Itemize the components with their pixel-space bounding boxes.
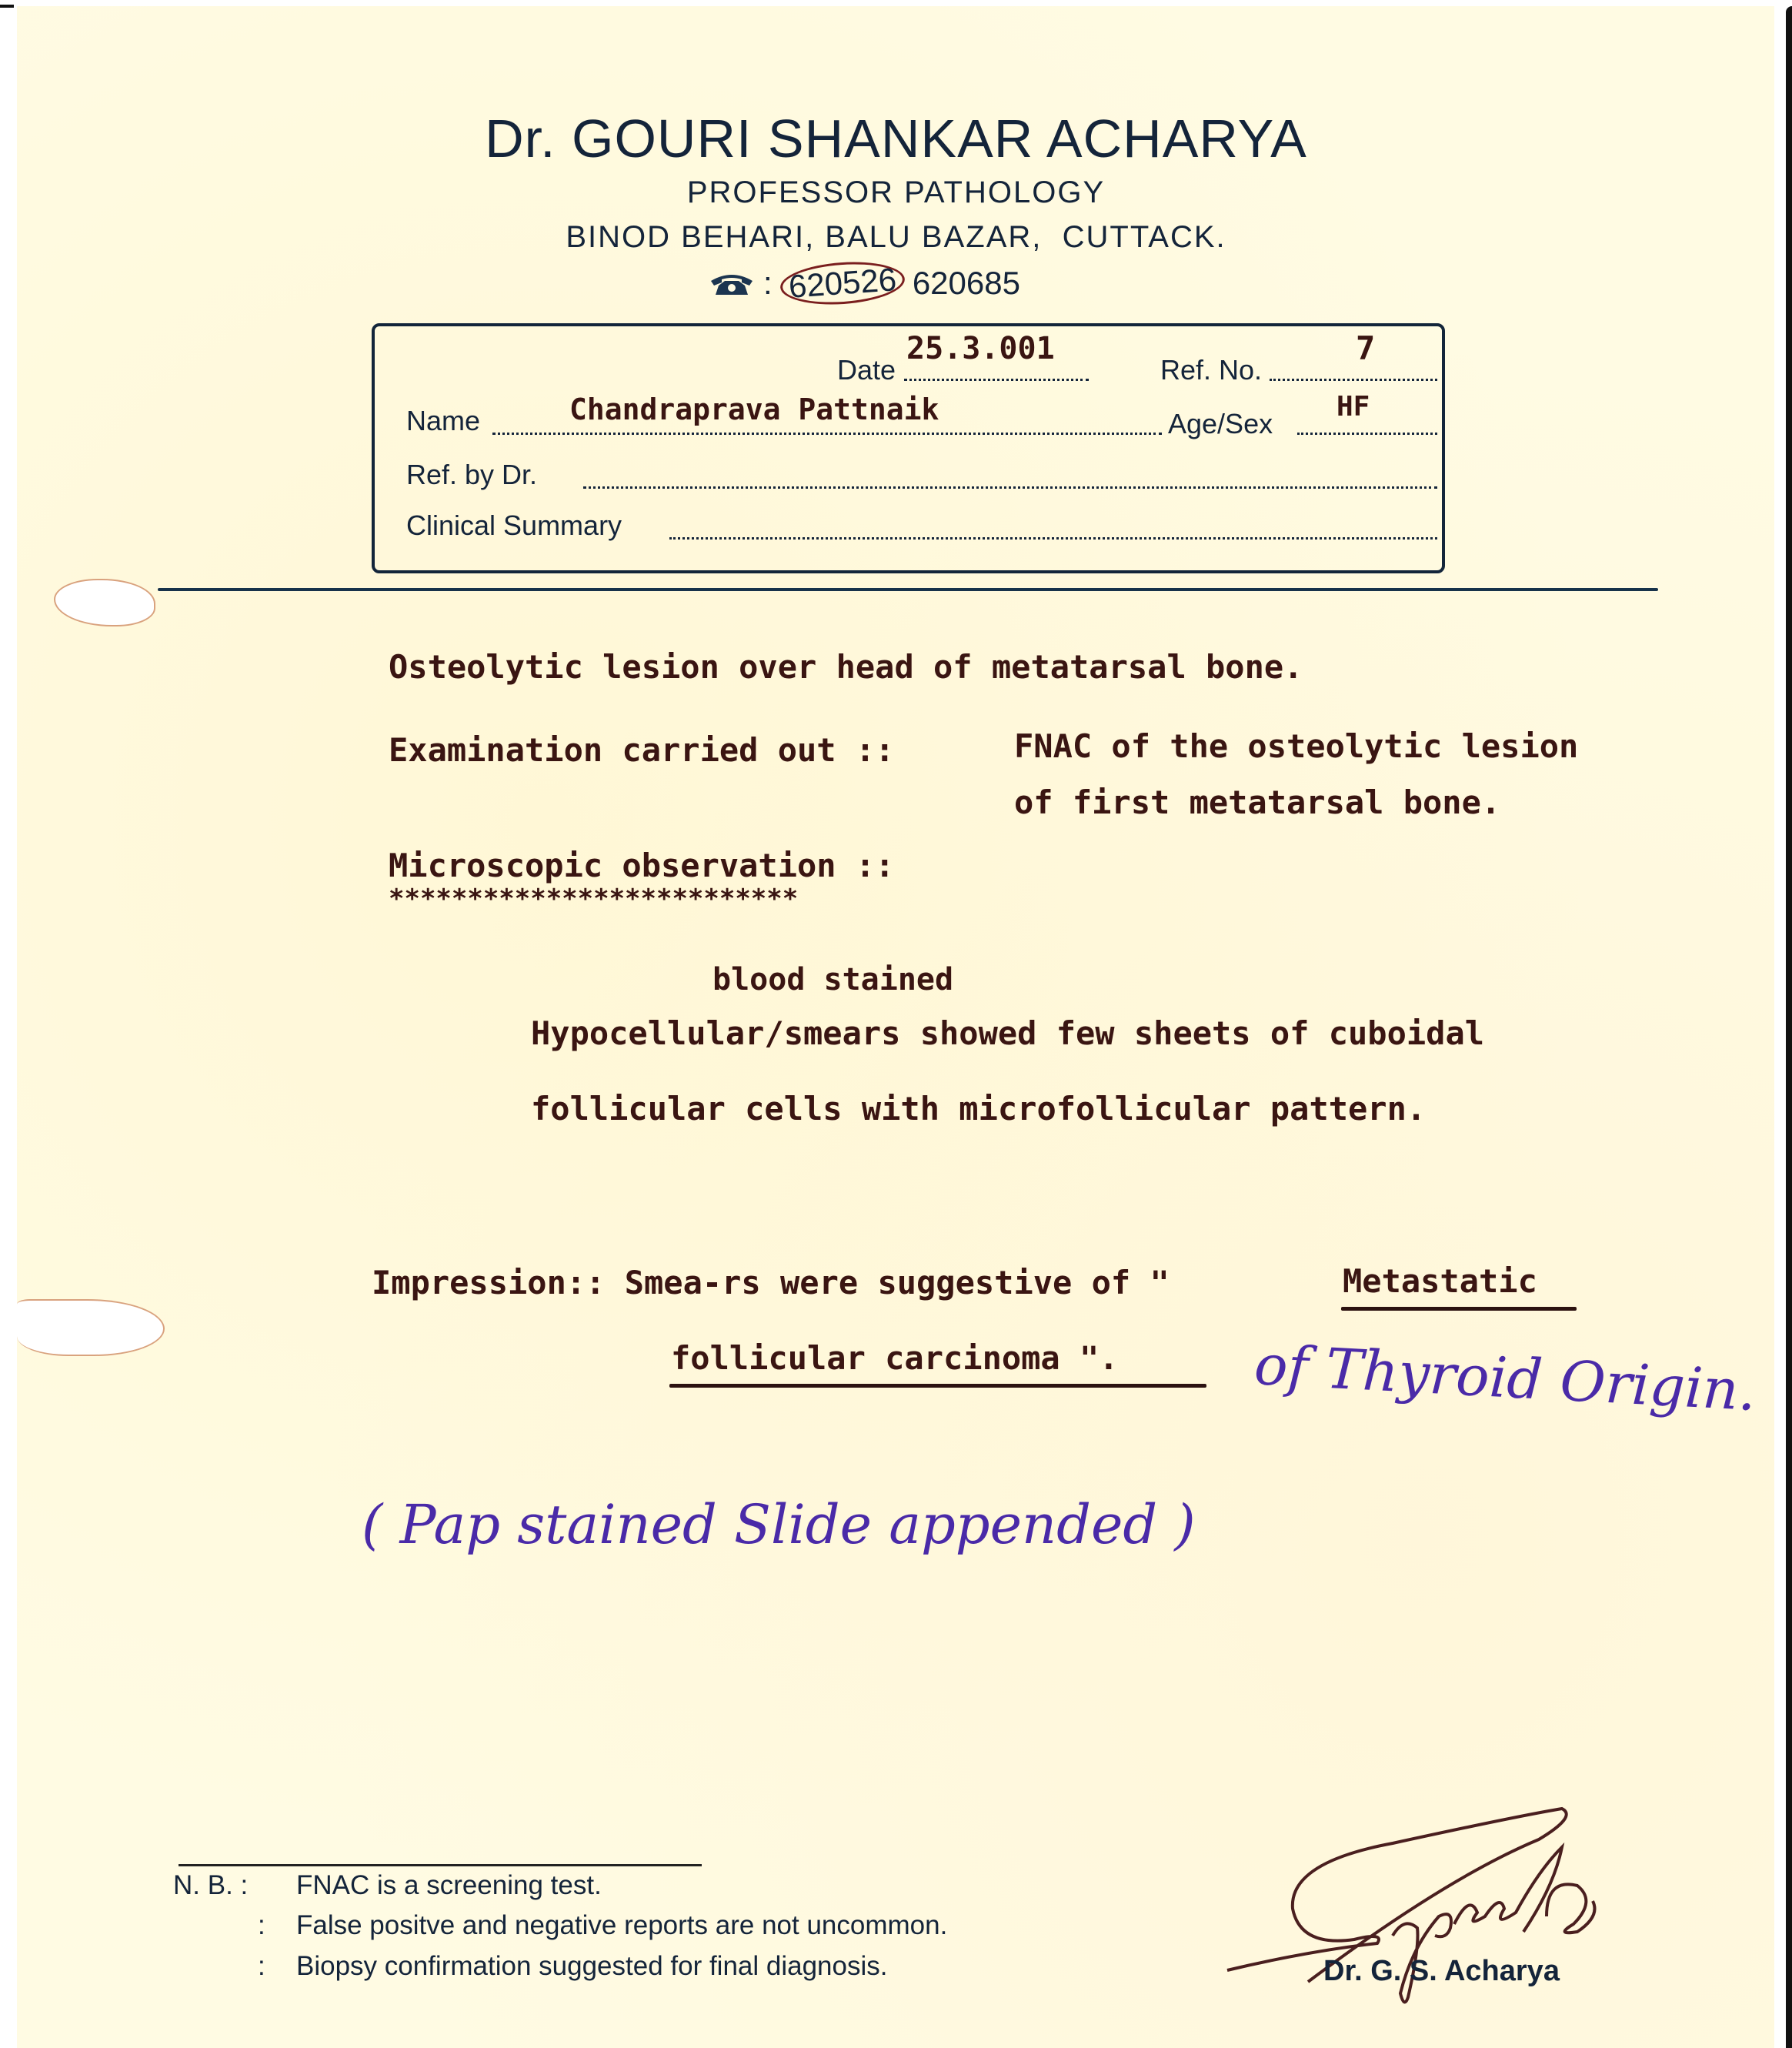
impression-prefix: Impression:: Smea-rs were suggestive of " xyxy=(372,1264,1190,1301)
observation-line2: follicular cells with microfollicular pattern. xyxy=(531,1090,1427,1128)
ref-by-dotted-line xyxy=(583,486,1437,489)
phone-number-1: 620526 xyxy=(779,258,906,308)
date-label: Date xyxy=(837,354,896,386)
handwritten-addendum: of Thyroid Origin. xyxy=(1253,1331,1758,1424)
age-sex-value: HF xyxy=(1336,391,1370,423)
designation: PROFESSOR PATHOLOGY xyxy=(686,175,1106,209)
nb-line-3: Biopsy confirmation suggested for final diagnosis. xyxy=(296,1951,888,1981)
scan-border xyxy=(1786,6,1792,2048)
header-separator xyxy=(158,588,1658,591)
age-sex-dotted-line xyxy=(1297,433,1437,435)
age-sex-label: Age/Sex xyxy=(1168,408,1273,439)
doctor-name: Dr. GOURI SHANKAR ACHARYA xyxy=(485,109,1307,169)
nb-separator: : xyxy=(258,1910,265,1940)
impression-underline-2 xyxy=(669,1384,1206,1388)
ref-no-value: 7 xyxy=(1356,329,1376,367)
clinical-summary-dotted-line xyxy=(669,537,1437,540)
phone-row xyxy=(708,262,1020,305)
microscopic-observation-label: Microscopic observation :: xyxy=(389,847,895,884)
date-dotted-line xyxy=(904,379,1089,381)
paper-tear xyxy=(17,1299,165,1356)
examination-label: Examination carried out :: xyxy=(389,731,895,769)
impression-underline-1 xyxy=(1341,1307,1577,1311)
asterisk-divider: ************************** xyxy=(389,884,799,914)
phone-separator: : xyxy=(763,265,773,301)
date-value: 25.3.001 xyxy=(906,331,1055,366)
handwritten-note: ( Pap stained Slide appended ) xyxy=(362,1493,1196,1556)
signatory-name: Dr. G. S. Acharya xyxy=(1323,1955,1560,1987)
name-label: Name xyxy=(406,405,481,436)
nb-label: N. B. : xyxy=(173,1870,249,1900)
impression-emphasis-1: Metastatic xyxy=(1343,1262,1537,1300)
name-value: Chandraprava Pattnaik xyxy=(569,393,939,426)
examination-value-line2: of first metatarsal bone. xyxy=(1014,783,1501,821)
ref-by-label: Ref. by Dr. xyxy=(406,459,538,490)
phone-number-2: 620685 xyxy=(912,265,1020,301)
observation-insert: blood stained xyxy=(712,962,954,997)
examination-value-line1: FNAC of the osteolytic lesion xyxy=(1014,727,1579,765)
nb-line-1: FNAC is a screening test. xyxy=(296,1870,602,1900)
telephone-icon xyxy=(708,270,756,296)
footer-rule xyxy=(179,1864,702,1866)
observation-line1: Hypocellular/smears showed few sheets of cuboidal xyxy=(531,1014,1485,1052)
name-dotted-line xyxy=(492,433,1162,435)
report-summary-line: Osteolytic lesion over head of metatarsal bone. xyxy=(389,648,1303,686)
nb-line-2: False positve and negative reports are not uncommon. xyxy=(296,1910,948,1940)
impression-emphasis-2: follicular carcinoma ". xyxy=(671,1339,1119,1377)
clinical-summary-label: Clinical Summary xyxy=(406,509,622,541)
ref-no-dotted-line xyxy=(1270,379,1437,381)
scan-border xyxy=(0,5,14,8)
ref-no-label: Ref. No. xyxy=(1160,354,1263,386)
nb-separator: : xyxy=(258,1951,265,1981)
address: BINOD BEHARI, BALU BAZAR, CUTTACK. xyxy=(566,220,1226,254)
